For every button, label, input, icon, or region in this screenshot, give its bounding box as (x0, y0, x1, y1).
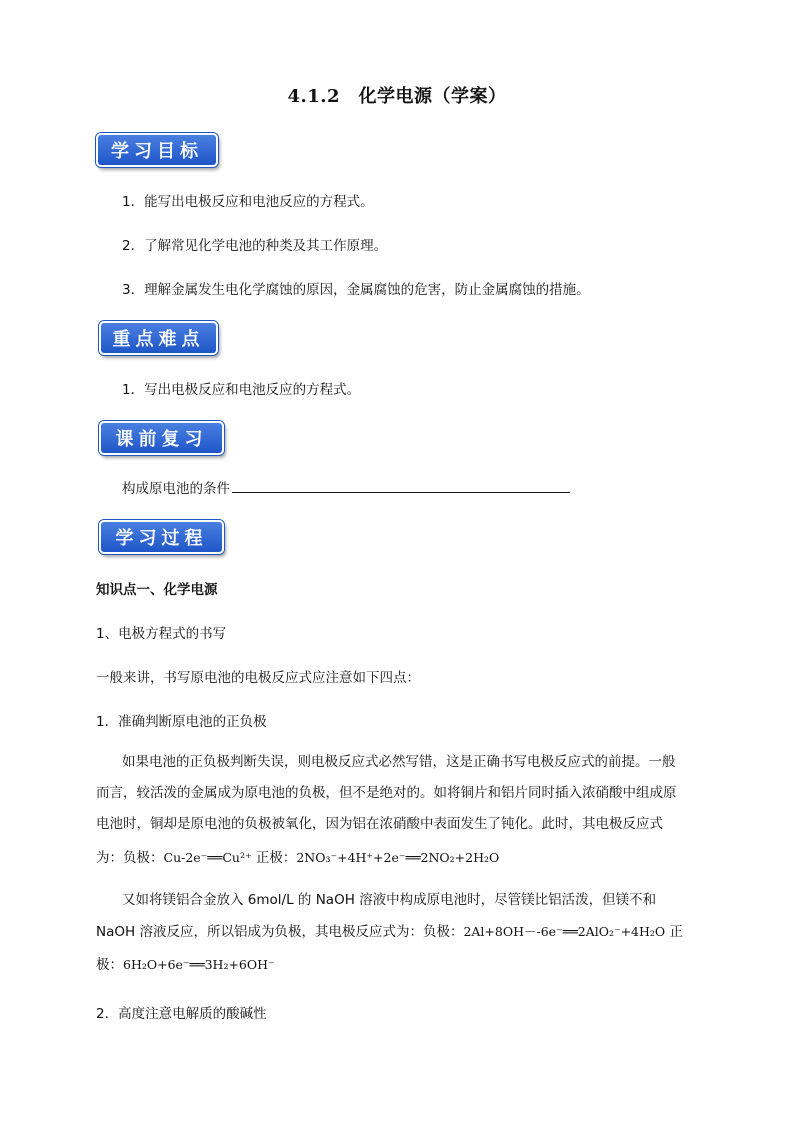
para1-line3: 电池时，铜却是原电池的负极被氧化，因为铝在浓硝酸中表面发生了钝化。此时，其电极反应式 (96, 816, 663, 832)
section-heading: 知识点一、化学电源 (96, 582, 218, 598)
para1-pos-label: 正极： (251, 850, 297, 866)
para1-neg-equation: Cu-2e⁻══Cu²⁺ (163, 850, 252, 865)
key-points-badge-label: 重点难点 (112, 329, 205, 350)
para2-neg-label: NaOH 溶液反应，所以铝成为负极，其电极反应式为：负极： (96, 924, 464, 940)
key-point-item-1: 1．写出电极反应和电池反应的方程式。 (122, 382, 361, 398)
key-points-badge (99, 321, 218, 355)
goal-item-3: 3．理解金属发生电化学腐蚀的原因，金属腐蚀的危害，防止金属腐蚀的措施。 (122, 282, 590, 298)
para1-line4 (96, 842, 499, 874)
para1-pos-equation: 2NO₃⁻+4H⁺+2e⁻══2NO₂+2H₂O (296, 850, 500, 865)
point-1-heading: 1．准确判断原电池的正负极 (96, 714, 267, 730)
para2-line2 (96, 916, 683, 948)
goals-badge-label: 学习目标 (111, 141, 203, 162)
para2-pos-label: 正 (665, 924, 683, 940)
para2-pos-equation: 6H₂O+6e⁻══3H₂+6OH⁻ (123, 957, 275, 972)
para2-line1: 又如将镁铝合金放入 6mol/L 的 NaOH 溶液中构成原电池时，尽管镁比铝活泼，但镁不和 (122, 892, 657, 908)
para1-line1: 如果电池的正负极判断失误，则电极反应式必然写错，这是正确书写电极反应式的前提。一般 (122, 754, 676, 770)
review-prompt: 构成原电池的条件 (122, 481, 230, 497)
process-badge-label: 学习过程 (115, 528, 208, 549)
point-2-heading: 2．高度注意电解质的酸碱性 (96, 1006, 267, 1022)
para1-line2: 而言，较活泼的金属成为原电池的负极，但不是绝对的。如将铜片和铝片同时插入浓硝酸中组成原 (96, 785, 677, 801)
goal-item-2: 2．了解常见化学电池的种类及其工作原理。 (122, 238, 388, 254)
para2-line3 (96, 949, 275, 981)
para2-neg-equation: 2Al+8OH－-6e⁻══2AlO₂⁻+4H₂O (463, 924, 666, 939)
intro-text: 一般来讲，书写原电池的电极反应式应注意如下四点： (96, 670, 420, 686)
process-badge (99, 520, 224, 554)
para2-pos-prefix: 极： (96, 957, 123, 973)
review-line (122, 477, 570, 497)
answer-blank[interactable] (232, 478, 570, 493)
goals-badge (96, 133, 218, 167)
page-title: 4.1.2 化学电源（学案） (287, 86, 507, 107)
goal-item-1: 1．能写出电极反应和电池反应的方程式。 (122, 194, 374, 210)
review-badge (99, 421, 224, 455)
review-badge-label: 课前复习 (115, 429, 208, 450)
subheading-1: 1、电极方程式的书写 (96, 626, 227, 642)
para1-neg-label: 为：负极： (96, 850, 164, 866)
